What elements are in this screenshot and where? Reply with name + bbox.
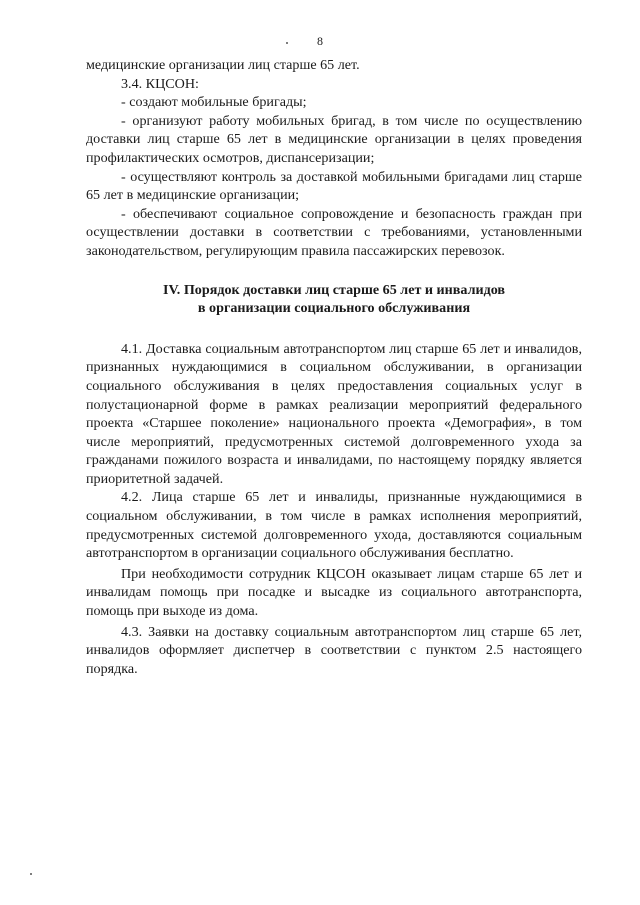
paragraph-4-2-extra: При необходимости сотрудник КЦСОН оказывает лицам старше 65 лет и инвалидам помощь при посадке и высадке из социального автотранспорта, помощь при выходе из дома. bbox=[86, 565, 582, 620]
item-3-4-title: 3.4. КЦСОН: bbox=[121, 75, 199, 92]
bullet-2: - организуют работу мобильных бригад, в том числе по осуществлению доставки лиц старше 65 лет в медицинские организации в целях проведения профилактических осмотров, диспансеризации; bbox=[86, 112, 582, 166]
section3-lead-line: медицинские организации лиц старше 65 лет. bbox=[86, 57, 360, 73]
section4-heading bbox=[86, 281, 582, 318]
paragraph-4-3: 4.3. Заявки на доставку социальным автотранспортом лиц старше 65 лет, инвалидов оформляет диспетчер в соответствии с пунктом 2.5 настоящего порядка. bbox=[86, 623, 582, 677]
scan-speck bbox=[30, 873, 32, 875]
page-number: 8 bbox=[317, 34, 323, 48]
bullet-3: - осуществляют контроль за доставкой мобильными бригадами лиц старше 65 лет в медицинские организации; bbox=[86, 168, 582, 204]
document-body bbox=[86, 56, 582, 678]
section4-heading-line1: IV. Порядок доставки лиц старше 65 лет и инвалидов bbox=[162, 281, 506, 298]
paragraph-4-2: 4.2. Лица старше 65 лет и инвалиды, признанные нуждающимися в социальном обслуживании, в том числе в рамках исполнения мероприятий, предусмотренных системой долговременного ухода, доставляются социальным автотранспортом в организации социального обслуживания бесплатно. bbox=[86, 489, 582, 562]
section4-heading-line2: в организации социального обслуживания bbox=[197, 300, 471, 317]
bullet-4: - обеспечивают социальное сопровождение и безопасность граждан при осуществлении доставки в соответствии с требованиями, установленными законодательством, регулирующим правила пассажирских перевозок. bbox=[86, 205, 582, 259]
bullet-1: - создают мобильные бригады; bbox=[121, 94, 307, 111]
paragraph-4-1: 4.1. Доставка социальным автотранспортом лиц старше 65 лет и инвалидов, признанных нуждающимися в социальном обслуживании, в организации социального обслуживания в целях предоставления социальных услуг в полустационарной форме в рамках реализации мероприятий федерального проекта «Старшее поколение» национального проекта «Демография», в том числе мероприятий, предусмотренных системой долговременного ухода за гражданами пожилого возраста и инвалидами, по настоящему порядку является приоритетной задачей. bbox=[86, 340, 582, 487]
scan-speck bbox=[286, 42, 288, 44]
